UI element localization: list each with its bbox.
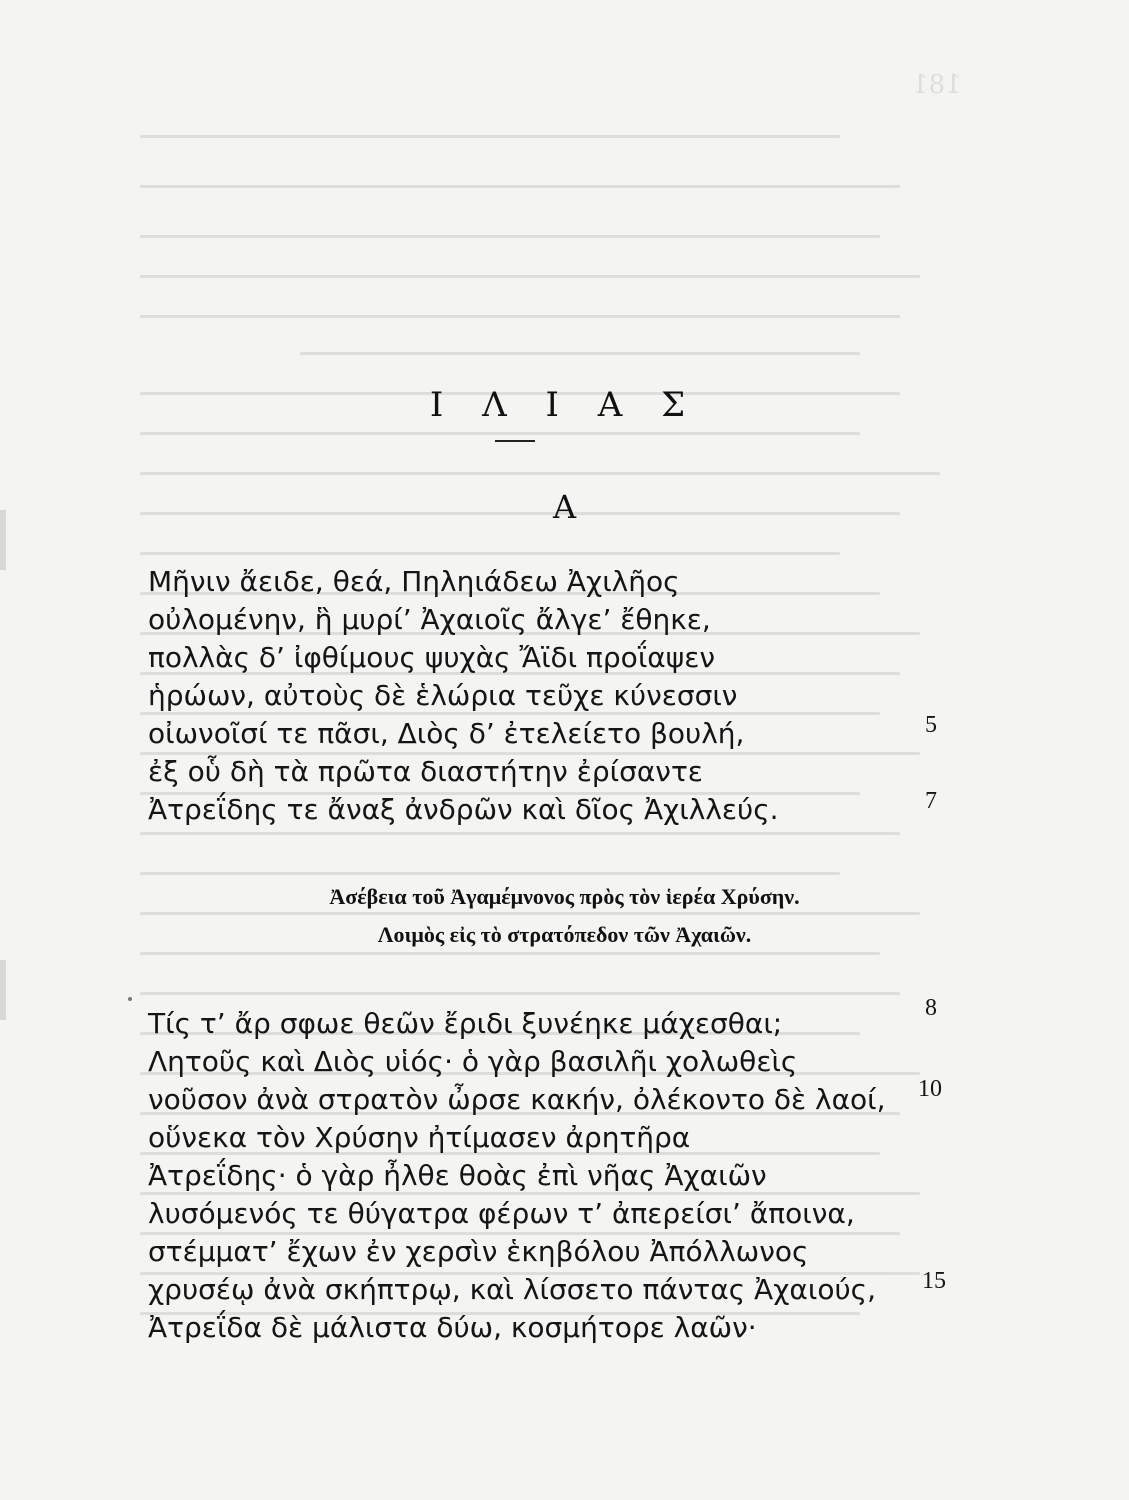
title-underline [495,440,535,442]
verse-line-15: χρυσέῳ ἀνὰ σκήπτρῳ, καὶ λίσσετο πάντας Ἀχαιούς, [148,1273,876,1306]
verse-line-14: στέμματ’ ἔχων ἐν χερσὶν ἑκηβόλου Ἀπόλλωνος [148,1235,809,1268]
verse-line-6: ἐξ οὗ δὴ τὰ πρῶτα διαστήτην ἐρίσαντε [148,755,703,788]
ghost-line [140,952,880,955]
line-number: 8 [925,995,937,1021]
ghost-line [140,315,900,318]
verse-line-11: οὕνεκα τὸν Χρύσην ἠτίμασεν ἀρητῆρα [148,1121,691,1154]
line-number: 5 [925,712,937,738]
ghost-line [300,352,860,355]
ghost-line [140,872,840,875]
line-number: 7 [925,788,937,814]
ghost-line [140,185,900,188]
verse-line-9: Λητοῦς καὶ Διὸς υἱός· ὁ γὰρ βασιλῆι χολωθεὶς [148,1045,798,1078]
ghost-line [140,432,860,435]
book-letter: Α [552,488,577,526]
verse-line-5: οἰωνοῖσί τε πᾶσι, Διὸς δ’ ἐτελείετο βουλή, [148,717,745,750]
verse-line-7: Ἀτρεΐδης τε ἄναξ ἀνδρῶν καὶ δῖος Ἀχιλλεύς. [148,793,779,826]
verse-line-2: οὐλομένην, ἣ μυρί’ Ἀχαιοῖς ἄλγε’ ἔθηκε, [148,603,711,636]
section-heading-line-1: Ἀσέβεια τοῦ Ἀγαμέμνονος πρὸς τὸν ἱερέα Χρύσην. [329,884,800,909]
page-edge-mark [0,960,6,1020]
ink-speck [128,997,132,1001]
verse-line-13: λυσόμενός τε θύγατρα φέρων τ’ ἀπερείσι’ ἄποινα, [148,1197,855,1230]
ghost-line [140,135,840,138]
ghost-line [140,472,940,475]
section-heading-line-2: Λοιμὸς εἰς τὸ στρατόπεδον τῶν Ἀχαιῶν. [377,922,752,947]
verse-line-12: Ἀτρεΐδης· ὁ γὰρ ἦλθε θοὰς ἐπὶ νῆας Ἀχαιῶν [148,1159,767,1192]
verse-line-16: Ἀτρεΐδα δὲ μάλιστα δύω, κοσμήτορε λαῶν· [148,1311,757,1344]
work-title: Ι Λ Ι Α Σ [429,385,700,425]
verse-line-10: νοῦσον ἀνὰ στρατὸν ὦρσε κακήν, ὀλέκοντο δὲ λαοί, [148,1083,886,1116]
ghost-line [140,832,900,835]
ghost-line [140,235,880,238]
mirrored-page-number: 181 [912,70,962,100]
ghost-line [140,275,920,278]
ghost-line [140,552,840,555]
ghost-line [140,912,920,915]
line-number: 15 [922,1268,946,1294]
verse-line-3: πολλὰς δ’ ἰφθίμους ψυχὰς Ἄϊδι προΐαψεν [148,641,715,674]
line-number: 10 [918,1076,942,1102]
ghost-line [140,992,900,995]
verse-line-8: Τίς τ’ ἄρ σφωε θεῶν ἔριδι ξυνέηκε μάχεσθαι; [148,1007,783,1040]
verse-line-1: Μῆνιν ἄειδε, θεά, Πηληιάδεω Ἀχιλῆος [148,565,680,598]
verse-line-4: ἡρώων, αὐτοὺς δὲ ἑλώρια τεῦχε κύνεσσιν [148,679,738,712]
